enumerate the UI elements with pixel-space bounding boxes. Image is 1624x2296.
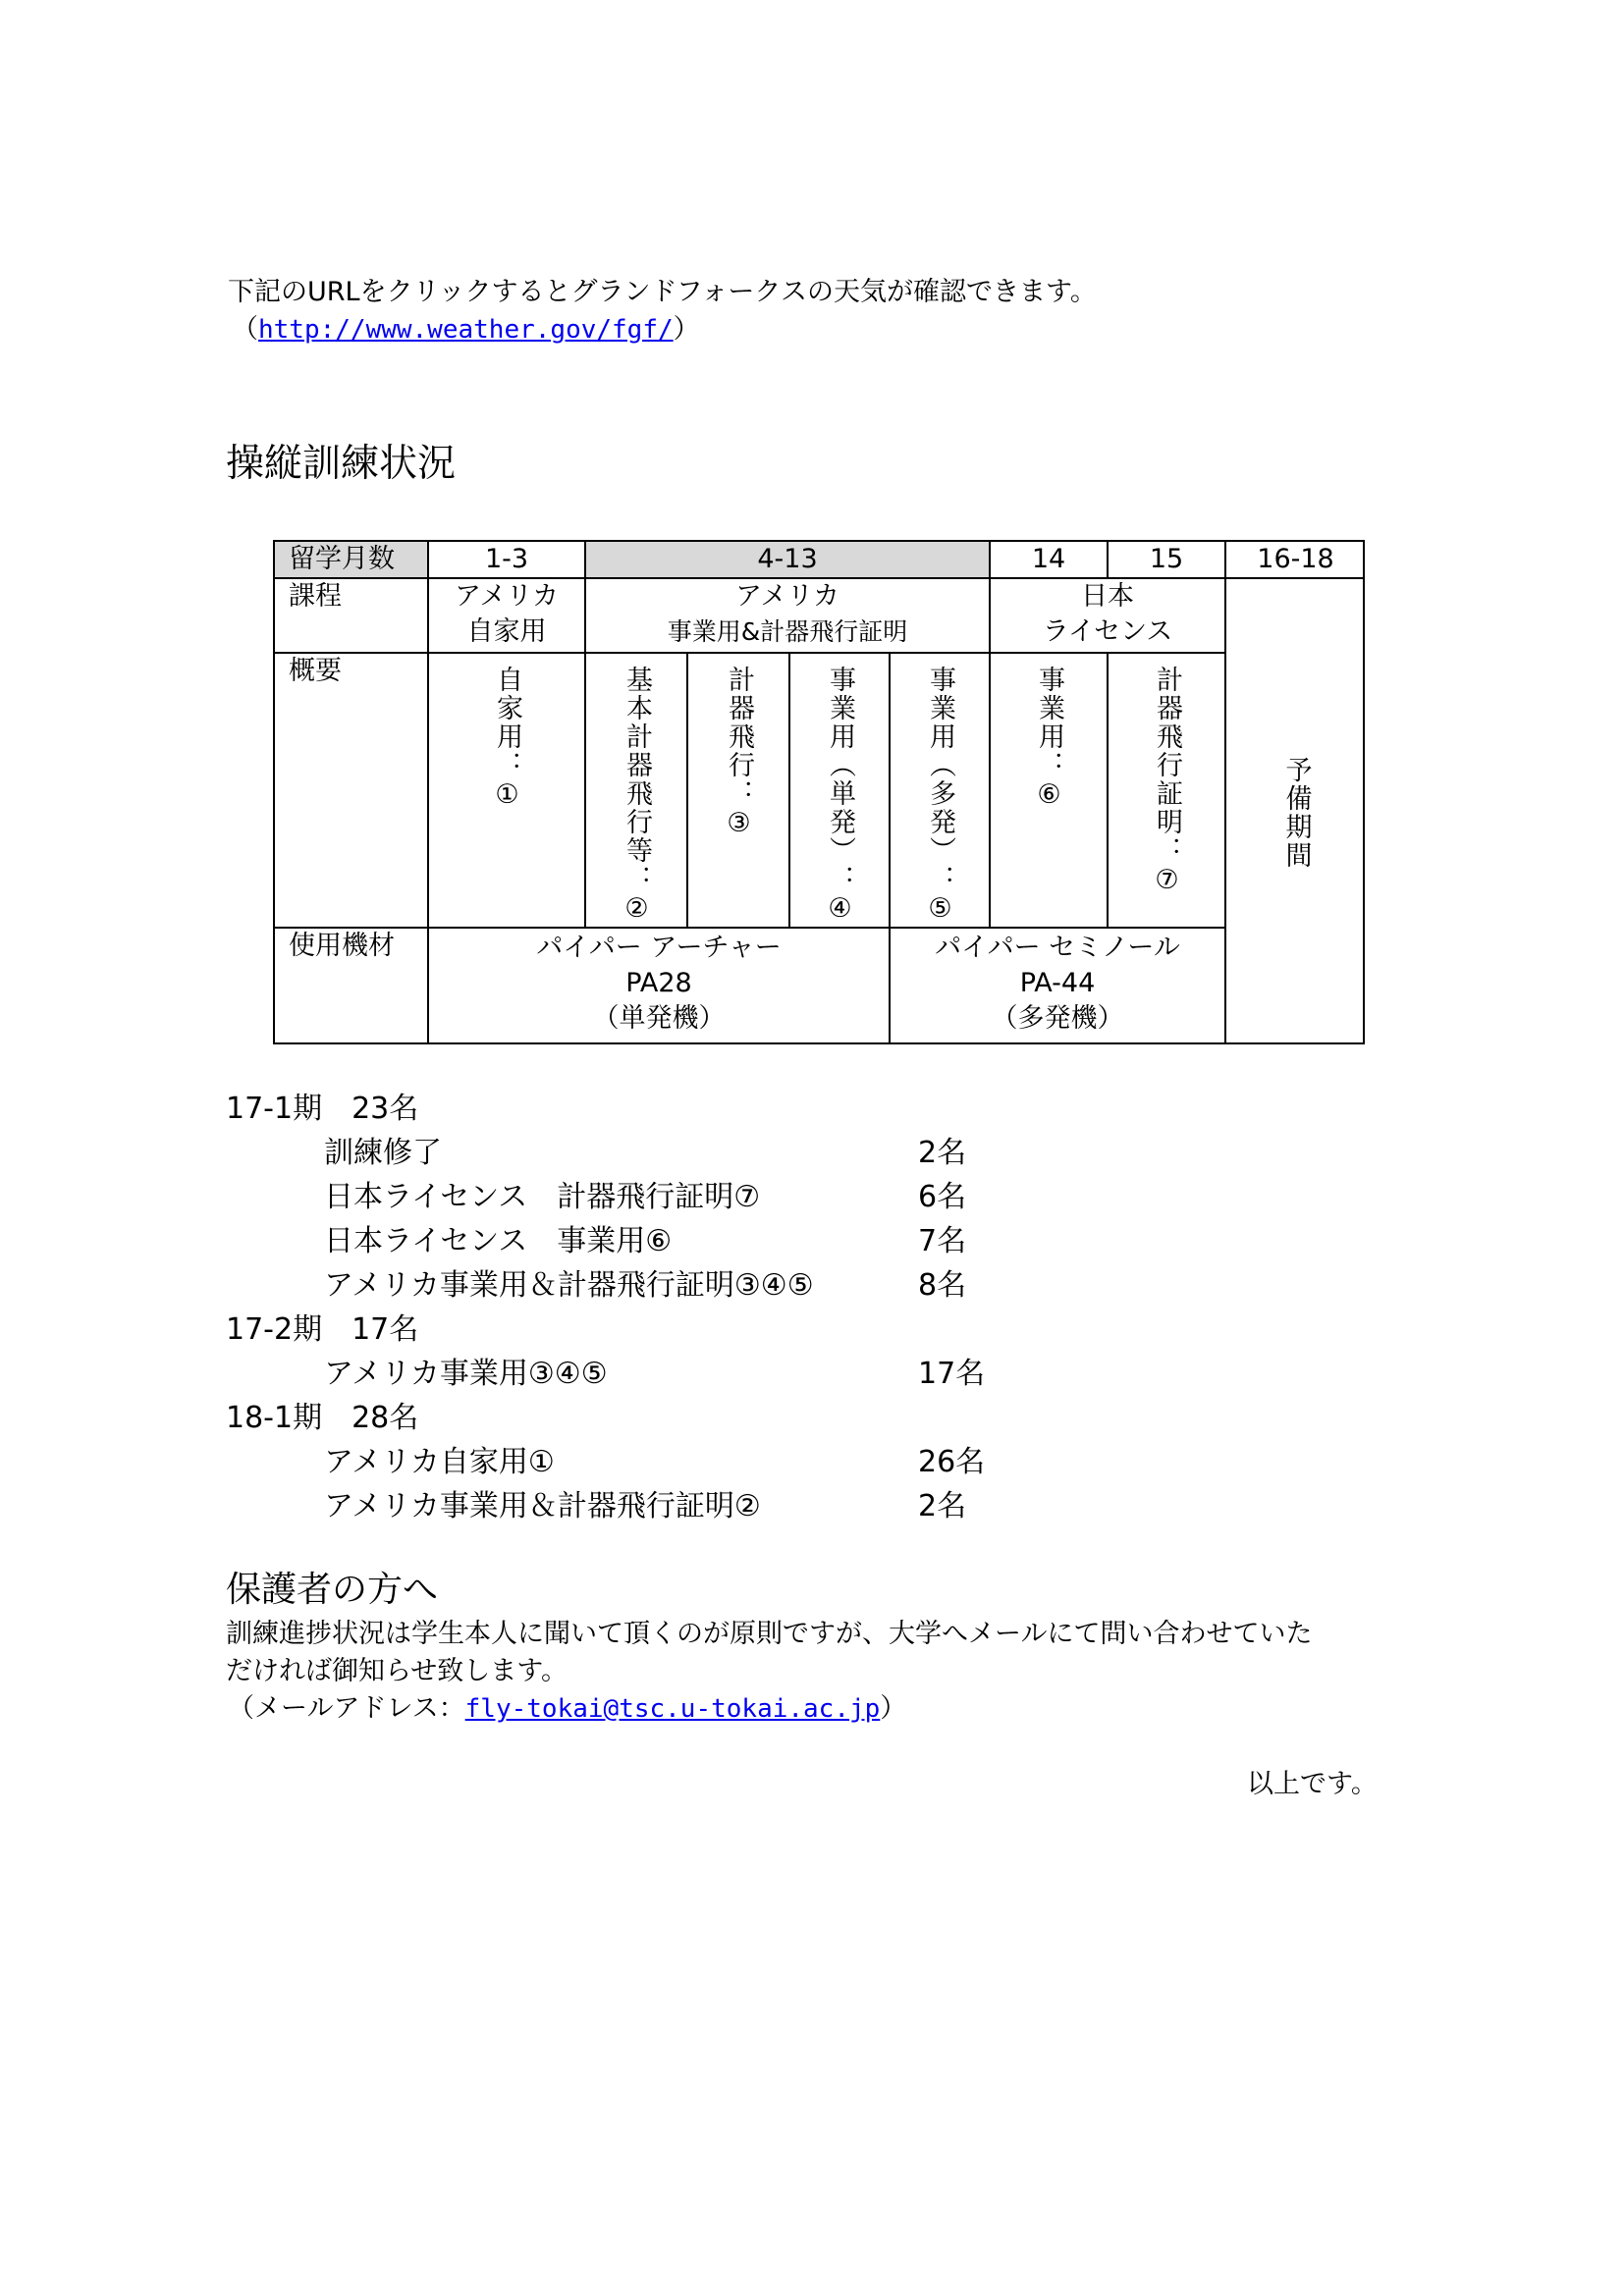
month-16-18: 16-18 <box>1257 544 1334 574</box>
row-label: アメリカ事業用③④⑤ <box>324 1357 608 1391</box>
overview-item-7: 計器飛行証明：⑦ <box>1152 666 1182 897</box>
section-title: 操縦訓練状況 <box>226 442 457 486</box>
row-count: 26名 <box>918 1445 986 1479</box>
overview-item-5: 事業用（多発）：⑤ <box>925 666 955 926</box>
equipment-single-line2: PA28 <box>625 968 692 998</box>
weather-note: 下記のURLをクリックするとグランドフォークスの天気が確認できます。 <box>228 277 1097 307</box>
month-4-13: 4-13 <box>757 544 818 574</box>
training-table <box>273 540 1365 1044</box>
month-15-cell <box>1109 542 1226 579</box>
row-count: 2名 <box>918 1489 967 1523</box>
course-us-commercial-line2: 事業用&計器飛行証明 <box>667 617 908 646</box>
overview-item-4: 事業用（単発）：④ <box>825 666 855 926</box>
guardians-line2: だければ御知らせ致します。 <box>226 1656 568 1686</box>
overview-label-cell <box>275 654 429 929</box>
row-count: 2名 <box>918 1136 967 1170</box>
course-japan-line2: ライセンス <box>1042 616 1173 647</box>
reserve-cell <box>1226 579 1365 1044</box>
overview-item-6: 事業用：⑥ <box>1034 666 1064 812</box>
month-16-18-cell <box>1226 542 1365 579</box>
guardians-title: 保護者の方へ <box>226 1570 439 1610</box>
weather-url-line <box>232 312 700 347</box>
row-label: アメリカ自家用① <box>324 1445 555 1479</box>
row-label: アメリカ事業用＆計器飛行証明② <box>324 1489 761 1523</box>
course-us-private-line2: 自家用 <box>466 616 547 647</box>
overview-item-2: 基本計器飛行等：② <box>622 666 652 926</box>
month-1-3: 1-3 <box>484 544 529 574</box>
closing-text: 以上です。 <box>1247 1769 1378 1799</box>
course-label-cell <box>275 579 429 654</box>
open-paren: （ <box>232 314 258 345</box>
course-japan-line1: 日本 <box>1081 581 1134 612</box>
overview-item-2-cell <box>586 654 688 929</box>
overview-item-5-cell <box>891 654 991 929</box>
header-label: 留学月数 <box>289 544 395 574</box>
month-1-3-cell <box>429 542 586 579</box>
row-count: 6名 <box>918 1180 967 1214</box>
header-label-cell <box>275 542 429 579</box>
course-label: 課程 <box>289 581 342 612</box>
overview-item-6-cell <box>991 654 1109 929</box>
equipment-single-line3: （単発機） <box>592 1003 726 1034</box>
month-14: 14 <box>1031 544 1066 574</box>
equipment-label: 使用機材 <box>289 931 395 961</box>
email-suffix: ） <box>880 1693 907 1724</box>
overview-item-1: 自家用：① <box>492 666 522 812</box>
equipment-single-cell <box>429 929 891 1044</box>
row-count: 8名 <box>918 1268 967 1303</box>
month-14-cell <box>991 542 1109 579</box>
month-4-13-cell <box>586 542 991 579</box>
row-label: アメリカ事業用＆計器飛行証明③④⑤ <box>324 1268 814 1303</box>
course-us-private-line1: アメリカ <box>454 581 560 612</box>
row-label: 訓練修了 <box>324 1136 442 1170</box>
equipment-multi-line2: PA-44 <box>1019 968 1096 998</box>
row-count: 7名 <box>918 1224 967 1258</box>
course-us-commercial-line1: アメリカ <box>734 581 840 612</box>
overview-item-1-cell <box>429 654 586 929</box>
equipment-multi-line3: （多発機） <box>991 1003 1124 1034</box>
row-label: 日本ライセンス 事業用⑥ <box>324 1224 673 1258</box>
overview-item-3-cell <box>688 654 790 929</box>
overview-label: 概要 <box>289 656 342 686</box>
course-japan-license-cell <box>991 579 1226 654</box>
equipment-multi-cell <box>891 929 1226 1044</box>
overview-item-7-cell <box>1109 654 1226 929</box>
email-prefix: （メールアドレス： <box>228 1693 465 1724</box>
group-title: 17-1期 23名 <box>226 1092 419 1126</box>
guardians-line1: 訓練進捗状況は学生本人に聞いて頂くのが原則ですが、大学へメールにて問い合わせていた <box>226 1619 1313 1649</box>
reserve-period: 予備期間 <box>1280 756 1312 870</box>
course-us-private-cell <box>429 579 586 654</box>
row-label: 日本ライセンス 計器飛行証明⑦ <box>324 1180 761 1214</box>
equipment-label-cell <box>275 929 429 1044</box>
overview-item-4-cell <box>790 654 891 929</box>
close-paren: ） <box>673 314 700 345</box>
equipment-single-line1: パイパー アーチャー <box>536 933 782 963</box>
month-15: 15 <box>1149 544 1184 574</box>
row-count: 17名 <box>918 1357 986 1391</box>
email-link[interactable]: fly-tokai@tsc.u-tokai.ac.jp <box>464 1694 881 1724</box>
group-title: 17-2期 17名 <box>226 1312 419 1347</box>
course-us-commercial-cell <box>586 579 991 654</box>
guardians-email-line <box>228 1691 906 1727</box>
weather-link[interactable]: http://www.weather.gov/fgf/ <box>258 315 674 345</box>
equipment-multi-line1: パイパー セミノール <box>935 933 1180 963</box>
group-title: 18-1期 28名 <box>226 1401 419 1435</box>
overview-item-3: 計器飛行：③ <box>724 666 754 840</box>
